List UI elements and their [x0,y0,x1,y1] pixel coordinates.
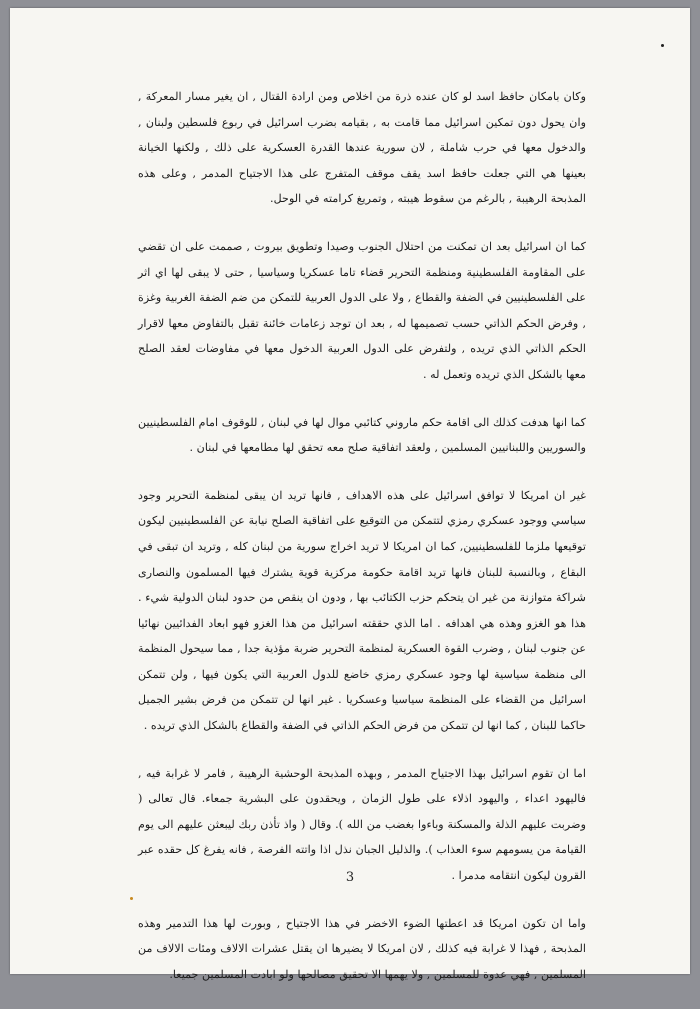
paragraph-4: غير ان امريكا لا توافق اسرائيل على هذه الاهداف , فانها تريد ان يبقى لمنظمة التحرير وجود سياسي ووجود عسكري رمزي لتتمكن من التوقيع على اتفاقية الصلح نيابة عن الفلسطينيين ليكون توقيعها ملزما للفلسطينيين, كما ان امريكا لا تريد اخراج سورية من لبنان كله , وتريد ان تبقى في البقاع , وبالنسبة للبنان فانها تريد اقامة حكومة مركزية قوية يشترك فيها المسلمون والنصارى شراكة متوازنة من غير ان يتحكم حزب الكتائب بها , ودون ان ينقص من حدود لبنان الدولية شيء . هذا هو الغزو وهذه هي اهدافه . اما الذي حققته اسرائيل من هذا الغزو فهو ابعاد الفدائيين نهائيا عن جنوب لبنان , وضرب القوة العسكرية لمنظمة التحرير ضربة مؤذية جدا , مما سيحول المنظمة الى منظمة سياسية لها وجود عسكري رمزي خاضع للدول العربية التي يكون فيها , ولن تتمكن اسرائيل من القضاء على المنظمة سياسيا وعسكريا . غير انها لن تتمكن من فرض بشير الجميل حاكما للبنان , كما انها لن تتمكن من فرض الحكم الذاتي في الضفة والقطاع بالشكل الذي تريده . [138,488,586,733]
document-page [10,8,690,981]
paragraph-1: وكان بامكان حافظ اسد لو كان عنده ذرة من اخلاص ومن ارادة القتال , ان يغير مسار المعركة , وان يحول دون تمكين اسرائيل مما قامت به , بقيامه بضرب اسرائيل في ربوع فلسطين ولبنان , والدخول معها في حرب شاملة , لان سورية عندها القدرة العسكرية على ذلك , ولكنها الخيانة بعينها هي التي جعلت حافظ اسد يقف موقف المتفرج على هذا الاجتياح المدمر , وعلى هذه المذبحة الرهيبة , بالرغم من سقوط هيبته , وتمريغ كرامته في الوحل. [138,90,586,206]
paragraph-5: اما ان تقوم اسرائيل بهذا الاجتياح المدمر , وبهذه المذبحة الوحشية الرهيبة , فامر لا غرابة فيه , فاليهود اعداء , واليهود اذلاء على طول الزمان , ويحقدون على البشرية جمعاء. قال تعالى ( وضربت عليهم الذلة والمسكنة وباءوا بغضب من الله ). وقال ( واذ تأذن ربك ليبعثن عليهم الى يوم القيامة من يسومهم سوء العذاب ). والذليل الجبان نذل اذا واتته الفرصة , فانه يفرغ كل حقده عبر القرون ليكون انتقامه مدمرا . [138,766,586,883]
dust-speck [661,44,664,47]
paragraph-2: كما ان اسرائيل بعد ان تمكنت من احتلال الجنوب وصيدا وتطويق بيروت , صممت على ان تقضي على المقاومة الفلسطينية ومنظمة التحرير قضاء تاما عسكريا وسياسيا , حتى لا يبقى لها اي اثر على الفلسطينيين في الضفة والقطاع , ولا على الدول العربية للتمكن من ضم الضفة الغربية وغزة , وفرض الحكم الذاتي حسب تصميمها له , بعد ان توجد زعامات خائنة تقبل بالتفاوض معها لاقرار الحكم الذاتي الذي تريده , ولتفرض على الدول العربية الدخول معها في مفاوضات لعقد الصلح معها بالشكل الذي تريده وتعمل له . [138,239,586,381]
dust-speck [130,897,133,900]
paragraph-3: كما انها هدفت كذلك الى اقامة حكم ماروني كتائبي موال لها في لبنان , للوقوف امام الفلسطينيين والسوريين واللبنانيين المسلمين , ولعقد اتفاقية صلح معه تحقق لها مطامعها في لبنان . [138,415,586,455]
paragraph-6: واما ان تكون امريكا قد اعطتها الضوء الاخضر في هذا الاجتياح , وبورت لها هذا التدمير وهذه المذبحة , فهذا لا غرابة فيه كذلك , لان امريكا لا يضيرها ان يقتل عشرات الالاف ومئات الالاف من المسلمين , فهي عدوة للمسلمين , ولا يهمها الا تحقيق مصالحها ولو ابادت المسلمين جميعا. [138,916,586,981]
page-number: 3 [345,870,355,885]
